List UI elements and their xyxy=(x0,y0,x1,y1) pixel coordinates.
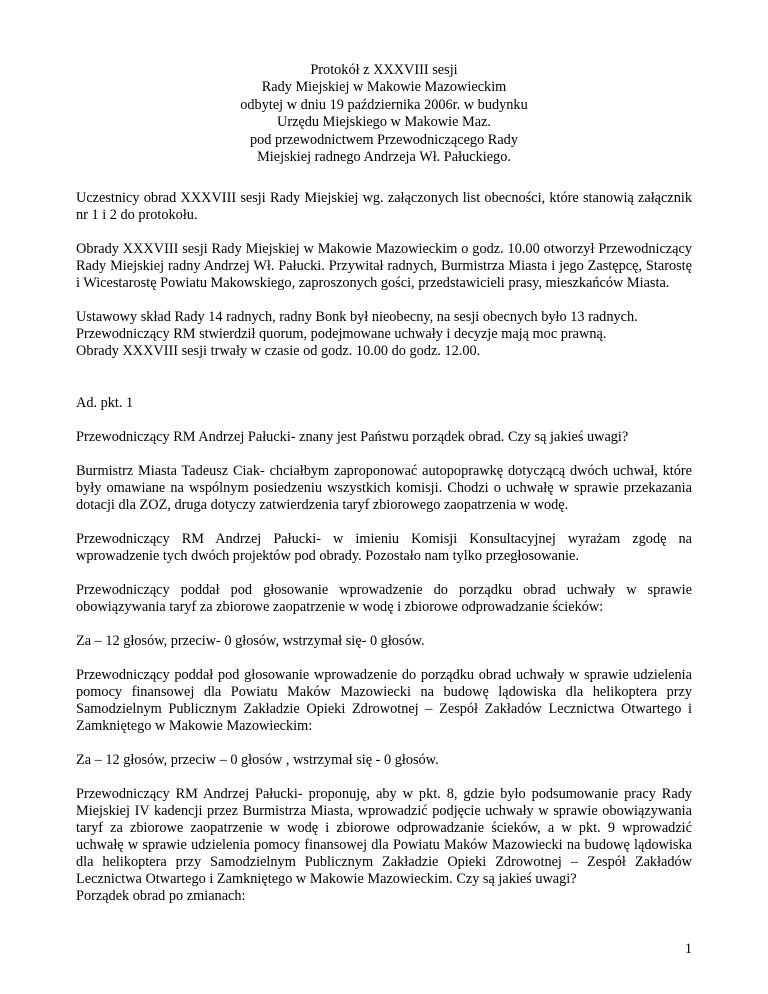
quorum-line: Obrady XXXVIII sesji trwały w czasie od godz. 10.00 do godz. 12.00. xyxy=(76,343,481,360)
paragraph-agenda-after: Porządek obrad po zmianach: xyxy=(76,888,246,905)
section-heading: Ad. pkt. 1 xyxy=(76,395,134,412)
section-spacer xyxy=(76,377,692,395)
quorum-line: Ustawowy skład Rady 14 radnych, radny Bonk był nieobecny, na sesji obecnych było 13 radnych. xyxy=(76,309,638,326)
title-line: odbytej w dniu 19 października 2006r. w budynku xyxy=(240,96,528,113)
title-line: Rady Miejskiej w Makowie Mazowieckim xyxy=(261,79,507,96)
paragraph-agenda-question: Przewodniczący RM Andrzej Pałucki- znany jest Państwu porządek obrad. Czy są jakieś uwagi? xyxy=(76,429,629,446)
quorum-line: Przewodniczący RM stwierdził quorum, podejmowane uchwały i decyzje mają moc prawną. xyxy=(76,326,607,343)
title-line: Protokół z XXXVIII sesji xyxy=(310,62,458,78)
paragraph-vote-2-result: Za – 12 głosów, przeciw – 0 głosów , wstrzymał się - 0 głosów. xyxy=(76,752,439,769)
paragraph-participants: Uczestnicy obrad XXXVIII sesji Rady Miejskiej wg. załączonych list obecności, które stanowią załącznik nr 1 i 2 do protokołu. xyxy=(76,190,692,224)
title-line: pod przewodnictwem Przewodniczącego Rady xyxy=(250,131,518,148)
title-line: Miejskiej radnego Andrzeja Wł. Pałuckiego. xyxy=(257,149,511,166)
paragraph-opening: Obrady XXXVIII sesji Rady Miejskiej w Makowie Mazowieckim o godz. 10.00 otworzył Przewodniczący Rady Miejskiej radny Andrzej Wł. Pałucki. Przywitał radnych, Burmistrza Miasta i jego Zastępcę, Starostę i Wicestarostę Powiatu Makowskiego, zaproszonych gości, przedstawicieli prasy, mieszkańców Miasta. xyxy=(76,241,692,292)
paragraph-agenda-change: Przewodniczący RM Andrzej Pałucki- proponuję, aby w pkt. 8, gdzie było podsumowanie pracy Rady Miejskiej IV kadencji przez Burmistrza Miasta, wprowadzić podjęcie uchwały w sprawie obowiązywania taryf za zbiorowe zaopatrzenie w wodę i zbiorowe odprowadzanie ścieków, a w pkt. 9 wprowadzić uchwałę w sprawie udzielenia pomocy finansowej dla Powiatu Maków Mazowiecki na budowę lądowiska dla helikoptera przy Samodzielnym Publicznym Zakładzie Opieki Zdrowotnej – Zespół Zakładów Lecznictwa Otwartego i Zamkniętego w Makowie Mazowieckim. Czy są jakieś uwagi? xyxy=(76,786,692,888)
paragraph-vote-1-motion: Przewodniczący poddał pod głosowanie wprowadzenie do porządku obrad uchwały w sprawie obowiązywania taryf za zbiorowe zaopatrzenie w wodę i zbiorowe odprowadzanie ścieków: xyxy=(76,582,692,616)
paragraph-chair-consent: Przewodniczący RM Andrzej Pałucki- w imieniu Komisji Konsultacyjnej wyrażam zgodę na wprowadzenie tych dwóch projektów pod obrady. Pozostało nam tylko przegłosowanie. xyxy=(76,531,692,565)
document-page xyxy=(76,62,692,922)
document-title xyxy=(76,62,692,166)
title-line: Urzędu Miejskiego w Makowie Maz. xyxy=(277,114,491,131)
paragraph-mayor-proposal: Burmistrz Miasta Tadeusz Ciak- chciałbym zaproponować autopoprawkę dotyczącą dwóch uchwał, które były omawiane na wspólnym posiedzeniu wszystkich komisji. Chodzi o uchwałę w sprawie przekazania dotacji dla ZOZ, druga dotyczy zatwierdzenia taryf zbiorowego zaopatrzenia w wodę. xyxy=(76,463,692,514)
page-number: 1 xyxy=(684,941,692,957)
paragraph-vote-2-motion: Przewodniczący poddał pod głosowanie wprowadzenie do porządku obrad uchwały w sprawie udzielenia pomocy finansowej dla Powiatu Maków Mazowiecki na budowę lądowiska dla helikoptera przy Samodzielnym Publicznym Zakładzie Opieki Zdrowotnej – Zespół Zakładów Lecznictwa Otwartego i Zamkniętego w Makowie Mazowieckim: xyxy=(76,667,692,735)
paragraph-vote-1-result: Za – 12 głosów, przeciw- 0 głosów, wstrzymał się- 0 głosów. xyxy=(76,633,425,650)
paragraph-quorum xyxy=(76,309,692,360)
